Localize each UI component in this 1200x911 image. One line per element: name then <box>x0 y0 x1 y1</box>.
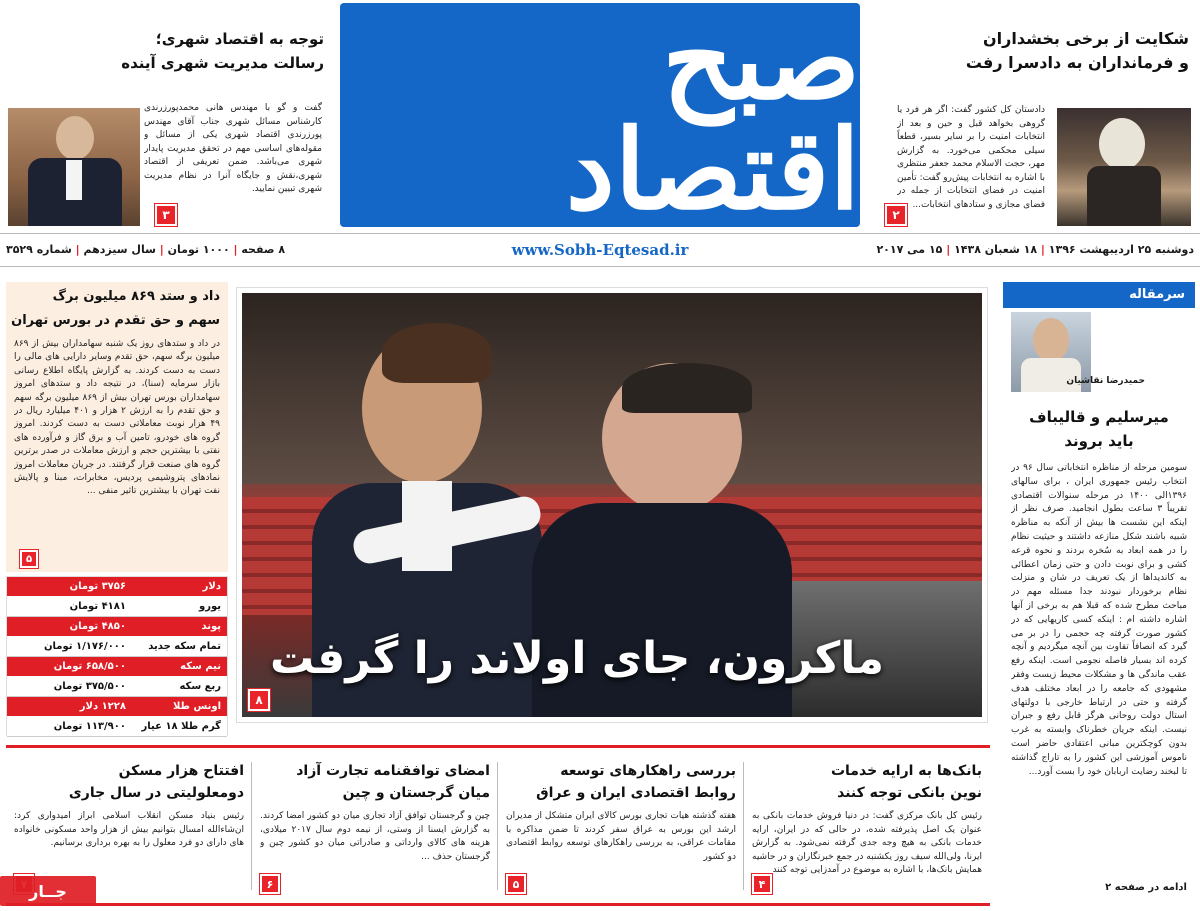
editorial-headline-2: باید بروند <box>1064 432 1134 450</box>
bottom-headline-1: امضای توافقنامه تجارت آزاد <box>296 763 490 779</box>
market-table <box>6 576 228 736</box>
market-row <box>7 577 227 597</box>
market-value: ۱/۱۷۶/۰۰۰ تومان <box>43 641 126 652</box>
top-left-story <box>4 28 334 233</box>
editorial-author: حمیدرضا نقاشیان <box>1066 376 1145 386</box>
market-label: اونس طلا <box>172 701 221 712</box>
market-label: پوند <box>201 621 221 632</box>
main-photo <box>242 293 982 717</box>
editorial-column <box>1003 282 1195 902</box>
masthead-title: صبح اقتصاد <box>565 0 860 234</box>
stock-page-badge: ۵ <box>20 550 38 568</box>
bottom-story <box>506 752 736 900</box>
bottom-headline-2: میان گرجستان و چین <box>342 785 490 801</box>
editorial-body: سومین مرحله از مناظره انتخاباتی سال ۹۶ در انتخاب رئیس جمهوری ایران ، برای سالهای ۱۳۹۶الی ۱۴۰۰ در مرحله سنوالات اقتصادی تقریباً ۳ ساعت بطول انجامید. صرف نظر از اینکه این نشست ها بیش از آنکه به مناظره شبیه باشند شکل منازعه داشتند و حیثیت نظام را در همه ابعاد به سُخره بردند و نحوه قرعه کشی و برای نوبت دادن و حتی زمان اعطائی به کاندیداها از یک تعریف در شان و منزلت نظام برخوردار نبودند جدا مسئله مهم در مباحث مطرح شده که قبلا هم به برخی از آنها اشاره داشته ام : اینکه کسی کاریهایی که در کشور صورت گرفته چه حجمی را در بر می گیرد که انصافاً تفاوت بین آنچه میگردیم و آنچه کرده اند بسیار فاصله نجومی است. اینکه رفع عقب ماندگی ها و مشکلات محیط زیست وفقر مشهودی که جامعه را در ابعاد مختلف هدف گرفته و حتی در ارتباط خارجی با دولتهای استال دولت روحانی هرگز قابل رفع و جبران نیست. اینکه جریان خطرناک وابسته به غرب بدون کوچکترین مبانی اعتقادی حاضر است ناموس آموزشی این کشور را به تاراج گذاشته تا لبخند رضایت اربابان خود را بست آورد... <box>1011 463 1187 777</box>
watermark-text: جــار <box>29 881 67 901</box>
bottom-headline-2: روابط اقتصادی ایران و عراق <box>536 785 736 801</box>
market-label: نیم سکه <box>180 661 221 672</box>
column-separator <box>251 762 252 890</box>
interviewee-photo <box>8 108 140 226</box>
bottom-divider-bottom <box>6 903 990 906</box>
market-value: ۶۵۸/۵۰۰ تومان <box>53 661 126 672</box>
watermark-logo <box>0 876 96 906</box>
market-value: ۳۷۵۶ تومان <box>69 581 126 592</box>
bottom-headline-1: افتتاح هزار مسکن <box>118 763 244 779</box>
market-label: یورو <box>199 601 221 612</box>
date-hijri: ۱۸ شعبان ۱۴۳۸ <box>954 243 1038 256</box>
market-row <box>7 717 227 737</box>
bottom-body: رئیس بنیاد مسکن انقلاب اسلامی ابراز امیدواری کرد: ان‌شاءالله امسال بتوانیم بیش از هزار واحد مسکونی خانواده های دارای دو فرد معلول را به بهره برداری برسانیم. <box>14 811 244 848</box>
page-count: ۸ صفحه <box>241 243 286 256</box>
column-separator <box>497 762 498 890</box>
top-right-story <box>865 28 1195 233</box>
stock-headline-1: داد و ستد ۸۶۹ میلیون برگ <box>52 289 220 304</box>
market-value: ۳۷۵/۵۰۰ تومان <box>53 681 126 692</box>
editorial-headline-1: میرسلیم و قالیباف <box>1029 408 1169 426</box>
year: سال سیزدهم <box>83 243 156 256</box>
stock-body: در داد و ستدهای روز یک شنبه سهامداران بیش از ۸۶۹ میلیون برگه سهم، حق تقدم وسایر دارایی های مالی را دست به دست کردند. به گزارش پایگاه اطلاع رسانی بازار سرمایه (سنا)، در نتیجه داد و ستدهای امروز سهامداران بورس تهران بیش از ۸۶۹ میلیون برگه سهم و حق تقدم را به ارزش ۲ هزار و ۴۰۱ میلیارد ریال در ۴۹ هزار نوبت معاملاتی دست به دست کردند. امروز گروه های خودرو، تامین آب و برق گاز و فرآورده های نفتی با بیشترین حجم و ارزش معاملات در صدر برترین گروه های صنعت قرار گرفتند. در جریان معاملات امروز نمادهای پتروشیمی پردیس، مخابرات، مبنا و پالایش نفت تهران با بیشترین تاثیر منفی ... <box>14 339 220 497</box>
bottom-body: چین و گرجستان توافق آزاد تجاری میان دو کشور امضا کردند. به گزارش ایسنا از وستی، از نیمه دوم سال ۲۰۱۷ میلادی، هزینه های کالای وارداتی و صادراتی میان دو کشور چین و گرجستان حذف ... <box>260 811 490 862</box>
market-row <box>7 597 227 617</box>
top-left-page-badge: ۳ <box>155 204 177 226</box>
issue-group: ۸ صفحه | ۱۰۰۰ تومان | سال سیزدهم | شماره ۳۵۲۹ <box>6 243 286 256</box>
market-value: ۱۲۲۸ دلار <box>79 701 126 712</box>
market-label: ربع سکه <box>179 681 221 692</box>
market-label: تمام سکه جدید <box>148 641 221 652</box>
market-row <box>7 637 227 657</box>
top-left-headline-1: توجه به اقتصاد شهری؛ <box>155 30 324 48</box>
market-value: ۱۱۳/۹۰۰ تومان <box>53 721 126 732</box>
masthead <box>340 0 860 234</box>
main-headline: ماکرون، جای اولاند را گرفت <box>269 633 885 684</box>
main-page-badge: ۸ <box>248 689 270 711</box>
market-row <box>7 657 227 677</box>
website-link[interactable]: www.Sobh-Eqtesad.ir <box>511 241 689 259</box>
date-group: دوشنبه ۲۵ اردیبهشت ۱۳۹۶ | ۱۸ شعبان ۱۴۳۸ | ۱۵ می ۲۰۱۷ <box>876 243 1194 256</box>
date-gregorian: ۱۵ می ۲۰۱۷ <box>876 243 943 256</box>
column-separator <box>743 762 744 890</box>
stock-story <box>6 282 228 572</box>
issue-number: شماره ۳۵۲۹ <box>6 243 72 256</box>
bottom-stories <box>6 752 990 900</box>
prosecutor-photo <box>1057 108 1191 226</box>
bottom-headline-2: دومعلولیتی در سال جاری <box>68 785 244 801</box>
date-persian: دوشنبه ۲۵ اردیبهشت ۱۳۹۶ <box>1048 243 1194 256</box>
top-right-headline-2: و فرمانداران به دادسرا رفت <box>965 53 1189 72</box>
bottom-story <box>260 752 490 900</box>
bottom-headline-2: نوین بانکی توجه کنند <box>837 785 982 801</box>
editorial-label-bar <box>1003 282 1195 308</box>
top-right-body: دادستان کل کشور گفت: اگر هر فرد یا گروهی بخواهد قبل و حین و بعد از انتخابات امنیت را بر سایر بسیر، قطعاً سیلی محکمی می‌خورد. به گزارش مهر، حجت الاسلام محمد جعفر منتظری با اشاره به انتخابات پیش‌رو گفت: تأمین امنیت در فضای انتخابات از جمله در فضای مجازی و ستادهای انتخابات... <box>897 105 1045 210</box>
market-row <box>7 617 227 637</box>
editorial-label: سرمقاله <box>1129 287 1185 302</box>
bottom-body: رئیس کل بانک مرکزی گفت: در دنیا فروش خدمات بانکی به عنوان یک اصل پذیرفته شده، در حالی که در ایران، ارایه خدمات بانکی به هیچ وجه جدی گرفته نمی‌شود. به گزارش ایرنا، ولی‌الله سیف روز یکشنبه در جمع خبرنگاران و در حاشیه همایش بانک‌ها، با اشاره به موضوع در آمدزایی توجه کنند <box>752 811 982 875</box>
bottom-body: هفته گذشته هیات تجاری بورس کالای ایران متشکل از مدیران ارشد این بورس به عراق سفر کردند تا ضمن مذاکره با مقامات عراقی، به بررسی راهکارهای توسعه روابط اقتصادی دو کشور <box>506 811 736 862</box>
market-row <box>7 677 227 697</box>
bottom-headline-1: بررسی راهکارهای توسعه <box>560 763 736 779</box>
market-label: دلار <box>202 581 221 592</box>
top-left-body: گفت و گو با مهندس هانی محمدپورزرندی کارشناس مسائل شهری جناب آقای مهندس پورزرندی اقتصاد شهری یکی از مسائل و مقوله‌های اساسی مهم در تحقق مدیریت پایدار شهری می‌باشد. ضمن تعریفی از اقتصاد شهری،نقش و جایگاه آنرا در نظام مدیریت شهری تبیین نمایید. <box>144 103 322 194</box>
top-right-page-badge: ۲ <box>885 204 907 226</box>
stock-headline-2: سهم و حق تقدم در بورس تهران <box>11 313 220 328</box>
bottom-page-badge: ۶ <box>260 874 280 894</box>
top-right-headline-1: شکایت از برخی بخشداران <box>983 29 1189 48</box>
top-left-headline-2: رسالت مدیریت شهری آینده <box>121 54 324 72</box>
editorial-continued[interactable]: ادامه در صفحه ۲ <box>1105 882 1187 893</box>
market-value: ۴۱۸۱ تومان <box>69 601 126 612</box>
market-label: گرم طلا ۱۸ عیار <box>141 721 221 732</box>
bottom-page-badge: ۵ <box>506 874 526 894</box>
main-photo-frame <box>236 287 988 723</box>
info-bar <box>0 233 1200 267</box>
bottom-page-badge: ۴ <box>752 874 772 894</box>
bottom-divider-top <box>6 745 990 748</box>
bottom-story <box>752 752 982 900</box>
bottom-headline-1: بانک‌ها به ارایه خدمات <box>830 763 982 779</box>
market-row <box>7 697 227 717</box>
price: ۱۰۰۰ تومان <box>167 243 230 256</box>
market-value: ۴۸۵۰ تومان <box>69 621 126 632</box>
